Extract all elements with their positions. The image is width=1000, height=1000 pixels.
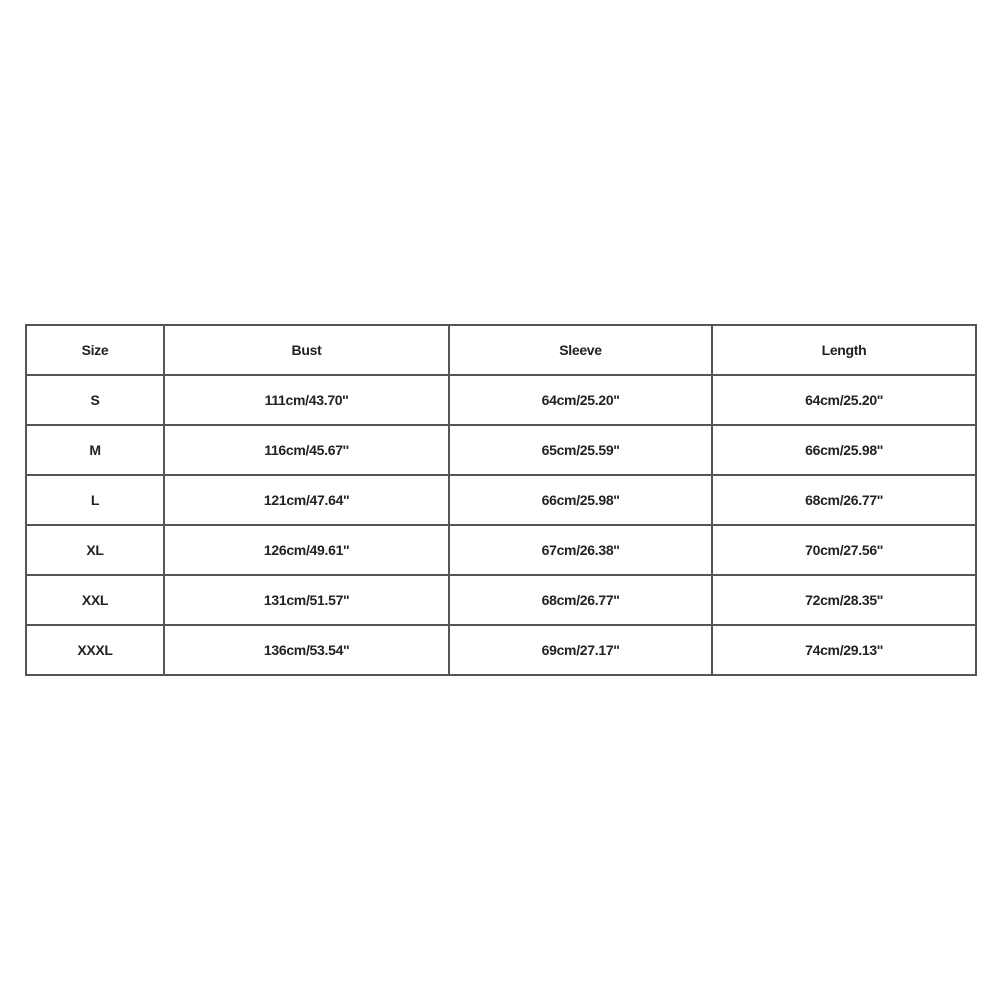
cell-length: 74cm/29.13'' (712, 625, 976, 675)
cell-size: L (26, 475, 164, 525)
table-header (26, 325, 976, 375)
cell-length: 72cm/28.35'' (712, 575, 976, 625)
cell-bust: 136cm/53.54'' (164, 625, 449, 675)
header-bust: Bust (164, 325, 449, 375)
header-row (26, 325, 976, 375)
cell-sleeve: 69cm/27.17'' (449, 625, 712, 675)
cell-size: XL (26, 525, 164, 575)
cell-size: XXXL (26, 625, 164, 675)
cell-length: 70cm/27.56'' (712, 525, 976, 575)
cell-sleeve: 68cm/26.77'' (449, 575, 712, 625)
cell-bust: 131cm/51.57'' (164, 575, 449, 625)
cell-size: XXL (26, 575, 164, 625)
table-row (26, 375, 976, 425)
cell-sleeve: 67cm/26.38'' (449, 525, 712, 575)
table-row (26, 575, 976, 625)
cell-bust: 126cm/49.61'' (164, 525, 449, 575)
table-row (26, 425, 976, 475)
cell-length: 66cm/25.98'' (712, 425, 976, 475)
cell-bust: 116cm/45.67'' (164, 425, 449, 475)
header-sleeve: Sleeve (449, 325, 712, 375)
table-row (26, 525, 976, 575)
table-body (26, 375, 976, 675)
cell-sleeve: 64cm/25.20'' (449, 375, 712, 425)
table-row (26, 475, 976, 525)
cell-length: 68cm/26.77'' (712, 475, 976, 525)
size-chart-table (25, 324, 977, 676)
cell-bust: 121cm/47.64'' (164, 475, 449, 525)
cell-size: S (26, 375, 164, 425)
cell-sleeve: 66cm/25.98'' (449, 475, 712, 525)
cell-size: M (26, 425, 164, 475)
header-length: Length (712, 325, 976, 375)
cell-bust: 111cm/43.70'' (164, 375, 449, 425)
cell-length: 64cm/25.20'' (712, 375, 976, 425)
cell-sleeve: 65cm/25.59'' (449, 425, 712, 475)
table-row (26, 625, 976, 675)
header-size: Size (26, 325, 164, 375)
